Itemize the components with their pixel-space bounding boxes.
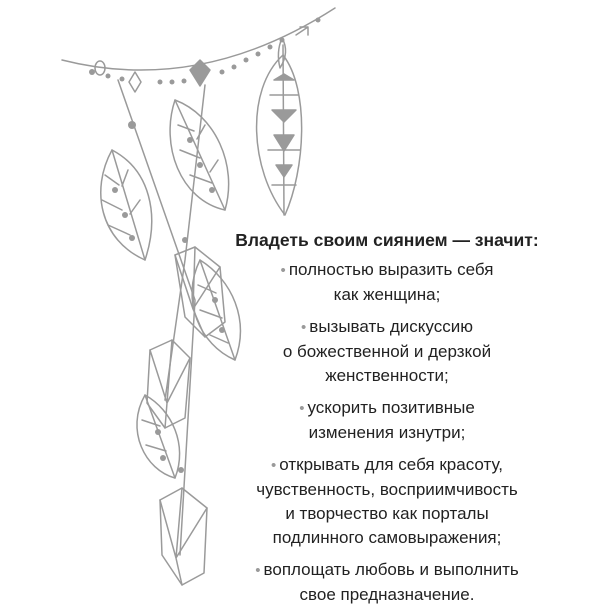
list-item-line <box>222 340 552 364</box>
feather-icon <box>257 45 302 215</box>
garland-diamond-icon <box>190 60 210 86</box>
list-item-line <box>222 583 552 607</box>
text-block <box>222 228 552 615</box>
list-item-text: женственности; <box>325 366 449 385</box>
list-item-text: вызывать дискуссию <box>309 317 473 336</box>
list-item-line <box>222 558 552 583</box>
list-item-line <box>222 478 552 502</box>
list-item <box>222 315 552 388</box>
list-item-line <box>222 502 552 526</box>
list-item-line <box>222 315 552 340</box>
feather-icon <box>170 100 229 210</box>
list-item-text: чувственность, восприимчивость <box>256 480 518 499</box>
list-item <box>222 453 552 550</box>
list-item-line <box>222 364 552 388</box>
list-item <box>222 396 552 445</box>
list-item-line <box>222 396 552 421</box>
list-item-text: свое предназначение. <box>299 585 475 604</box>
list-item-text: полностью выразить себя <box>288 260 494 279</box>
list-item-line <box>222 258 552 283</box>
list-item-text: подлинного самовыражения; <box>272 528 502 547</box>
list-item-text: воплощать любовь и выполнить <box>263 560 519 579</box>
list-item-line <box>222 453 552 478</box>
list-item-line <box>222 526 552 550</box>
bullet-icon: • <box>299 400 305 417</box>
list-item-text: как женщина; <box>333 285 441 304</box>
list-item-line <box>222 421 552 445</box>
list-item-text: и творчество как порталы <box>285 504 489 523</box>
bead-icon <box>182 237 188 243</box>
list-item-line <box>222 283 552 307</box>
bullet-list <box>222 258 552 607</box>
feather-icon <box>137 395 180 478</box>
garland-crystal-icon <box>129 72 141 92</box>
list-item <box>222 258 552 307</box>
list-item-text: изменения изнутри; <box>308 423 466 442</box>
garland-feather-small-icon <box>278 38 285 68</box>
bullet-icon: • <box>271 457 277 474</box>
crystal-icon <box>147 340 190 428</box>
list-item-text: открывать для себя красоту, <box>279 455 503 474</box>
bead-icon <box>128 121 136 129</box>
bullet-icon: • <box>255 562 261 579</box>
list-item-text: ускорить позитивные <box>307 398 475 417</box>
feather-icon <box>101 150 152 260</box>
list-item-text: о божественной и дерзкой <box>282 342 492 361</box>
page-heading: Владеть своим сиянием — значит: <box>235 230 539 250</box>
bullet-icon: • <box>301 319 307 336</box>
bullet-icon: • <box>280 262 286 279</box>
